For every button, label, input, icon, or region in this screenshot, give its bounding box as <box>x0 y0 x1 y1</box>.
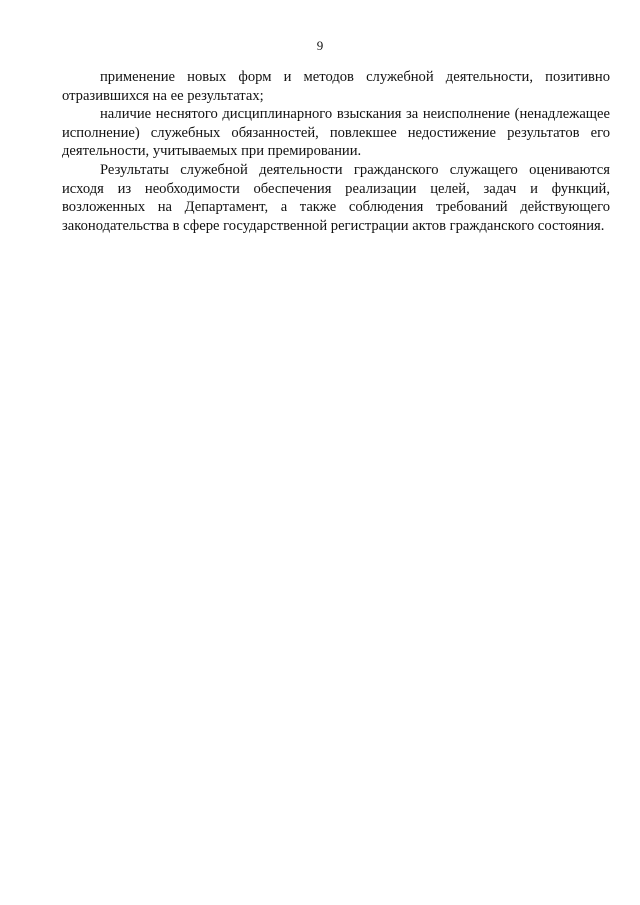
page-number: 9 <box>316 38 324 53</box>
document-body <box>62 68 610 235</box>
paragraph-disciplinary-penalty: наличие неснятого дисциплинарного взыскания за неисполнение (ненадлежащее исполнение) служебных обязанностей, повлекшее недостижение результатов его деятельности, учитываемых при премировании. <box>62 106 610 160</box>
paragraph-new-methods: применение новых форм и методов служебной деятельности, позитивно отразившихся на ее результатах; <box>62 69 610 104</box>
paragraph-performance-evaluation: Результаты служебной деятельности гражданского служащего оцениваются исходя из необходимости обеспечения реализации целей, задач и функций, возложенных на Департамент, а также соблюдения требований действующего законодательства в сфере государственной регистрации актов гражданского состояния. <box>62 161 610 234</box>
